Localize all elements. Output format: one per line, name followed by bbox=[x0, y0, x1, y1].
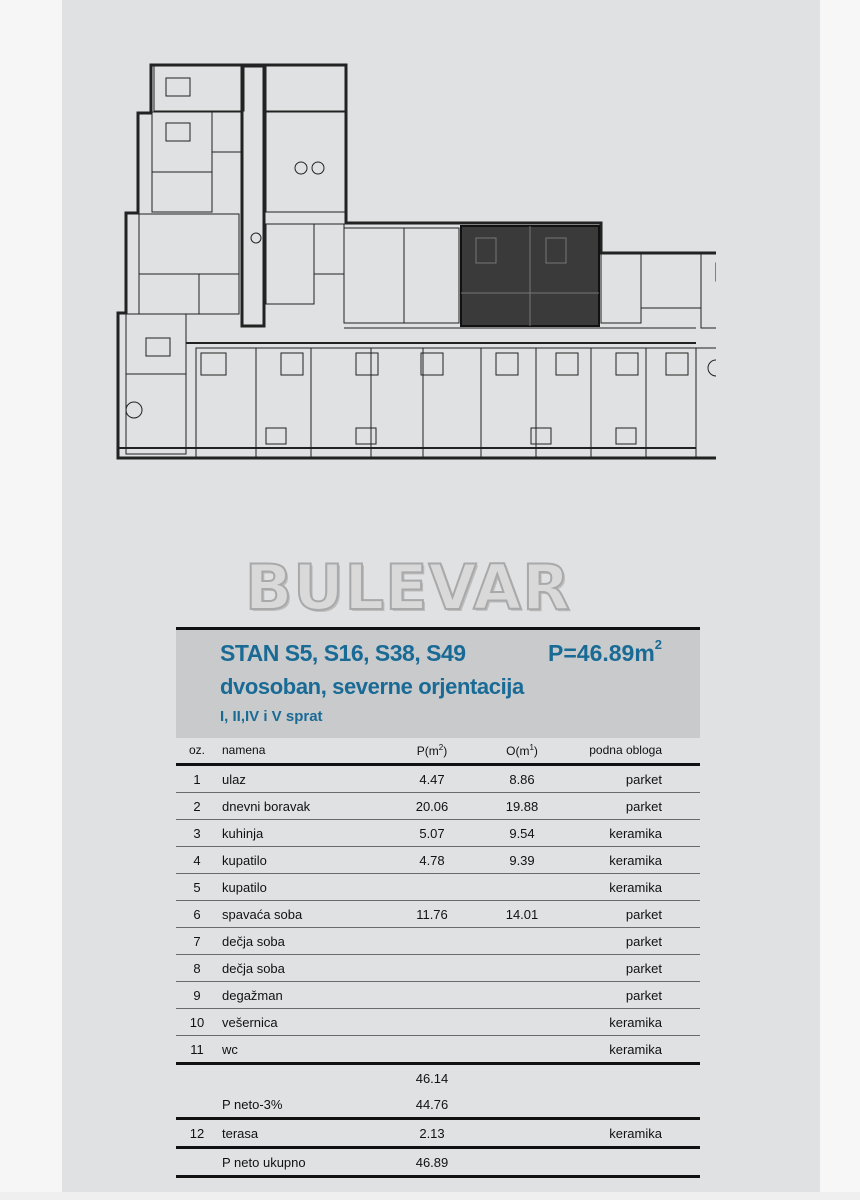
row-floor: parket bbox=[572, 765, 700, 793]
row-oz: 11 bbox=[176, 1036, 218, 1064]
row-name: kupatilo bbox=[218, 847, 392, 874]
row-o: 19.88 bbox=[472, 793, 572, 820]
viewer-scroll-strip[interactable] bbox=[819, 0, 860, 1200]
row-oz: 10 bbox=[176, 1009, 218, 1036]
row-oz: 7 bbox=[176, 928, 218, 955]
row-oz: 9 bbox=[176, 982, 218, 1009]
col-floor: podna obloga bbox=[572, 737, 700, 765]
row-name: kuhinja bbox=[218, 820, 392, 847]
row-p bbox=[392, 874, 472, 901]
table-row bbox=[176, 1009, 700, 1036]
row-p: 4.47 bbox=[392, 765, 472, 793]
row-p: 20.06 bbox=[392, 793, 472, 820]
row-floor: keramika bbox=[572, 1036, 700, 1064]
unit-floors: I, II,IV i V sprat bbox=[220, 708, 323, 725]
row-o bbox=[472, 928, 572, 955]
neto-total-row bbox=[176, 1148, 700, 1177]
summary-neto-value: 44.76 bbox=[392, 1091, 472, 1119]
row-oz: 2 bbox=[176, 793, 218, 820]
row-oz: 3 bbox=[176, 820, 218, 847]
row-o: 14.01 bbox=[472, 901, 572, 928]
row-name: ulaz bbox=[218, 765, 392, 793]
table-row bbox=[176, 820, 700, 847]
building-outline bbox=[118, 65, 716, 458]
table-row bbox=[176, 982, 700, 1009]
row-o bbox=[472, 955, 572, 982]
row-name: dečja soba bbox=[218, 955, 392, 982]
row-p bbox=[392, 955, 472, 982]
summary-neto-label: P neto-3% bbox=[218, 1091, 392, 1119]
unit-title: STAN S5, S16, S38, S49 bbox=[220, 640, 466, 666]
row-o bbox=[472, 1036, 572, 1064]
row-p bbox=[392, 982, 472, 1009]
table-header-row bbox=[176, 737, 700, 765]
row-floor: parket bbox=[572, 955, 700, 982]
row-floor: parket bbox=[572, 982, 700, 1009]
row-floor: parket bbox=[572, 793, 700, 820]
table-row bbox=[176, 1036, 700, 1064]
row-o: 9.54 bbox=[472, 820, 572, 847]
row-oz: 1 bbox=[176, 765, 218, 793]
table-row bbox=[176, 955, 700, 982]
col-p: $P(m^2)$ bbox=[392, 737, 472, 765]
row-o: 9.39 bbox=[472, 847, 572, 874]
viewer-bottom-strip bbox=[0, 1192, 860, 1200]
table-row bbox=[176, 928, 700, 955]
terrace-p: 2.13 bbox=[392, 1119, 472, 1148]
summary-total-row bbox=[176, 1064, 700, 1092]
row-o bbox=[472, 982, 572, 1009]
floor-plan-drawing bbox=[56, 38, 716, 478]
row-name: wc bbox=[218, 1036, 392, 1064]
unit-subtitle: dvosoban, severne orjentacija bbox=[220, 674, 524, 699]
row-name: vešernica bbox=[218, 1009, 392, 1036]
row-oz: 5 bbox=[176, 874, 218, 901]
page-left-margin bbox=[0, 0, 62, 1200]
row-floor: keramika bbox=[572, 1009, 700, 1036]
row-oz: 4 bbox=[176, 847, 218, 874]
row-name: kupatilo bbox=[218, 874, 392, 901]
terrace-oz: 12 bbox=[176, 1119, 218, 1148]
terrace-name: terasa bbox=[218, 1119, 392, 1148]
neto-total-value: 46.89 bbox=[392, 1148, 472, 1177]
terrace-row bbox=[176, 1119, 700, 1148]
row-floor: keramika bbox=[572, 847, 700, 874]
table-row bbox=[176, 793, 700, 820]
row-oz: 8 bbox=[176, 955, 218, 982]
row-floor: keramika bbox=[572, 820, 700, 847]
row-name: dečja soba bbox=[218, 928, 392, 955]
unit-header bbox=[176, 627, 700, 738]
terrace-floor: keramika bbox=[572, 1119, 700, 1148]
table-row bbox=[176, 901, 700, 928]
unit-area: $P=46.89m^2$ bbox=[548, 637, 663, 666]
watermark-logo: BULEVAR bbox=[245, 551, 571, 624]
row-floor: parket bbox=[572, 901, 700, 928]
row-floor: parket bbox=[572, 928, 700, 955]
row-name: dnevni boravak bbox=[218, 793, 392, 820]
row-p: 4.78 bbox=[392, 847, 472, 874]
table-row bbox=[176, 874, 700, 901]
room-table bbox=[176, 737, 700, 1178]
row-name: spavaća soba bbox=[218, 901, 392, 928]
row-p: 11.76 bbox=[392, 901, 472, 928]
row-p bbox=[392, 1009, 472, 1036]
row-o: 8.86 bbox=[472, 765, 572, 793]
row-o bbox=[472, 1009, 572, 1036]
row-p bbox=[392, 928, 472, 955]
row-p: 5.07 bbox=[392, 820, 472, 847]
row-p bbox=[392, 1036, 472, 1064]
table-row bbox=[176, 765, 700, 793]
row-floor: keramika bbox=[572, 874, 700, 901]
row-name: degažman bbox=[218, 982, 392, 1009]
summary-total: 46.14 bbox=[415, 1070, 449, 1086]
summary-neto-row bbox=[176, 1091, 700, 1119]
col-o: $O(m^1)$ bbox=[472, 737, 572, 765]
col-oz: oz. bbox=[176, 737, 218, 765]
row-oz: 6 bbox=[176, 901, 218, 928]
table-row bbox=[176, 847, 700, 874]
row-o bbox=[472, 874, 572, 901]
col-name: namena bbox=[218, 737, 392, 765]
neto-total-label: P neto ukupno bbox=[218, 1148, 392, 1177]
